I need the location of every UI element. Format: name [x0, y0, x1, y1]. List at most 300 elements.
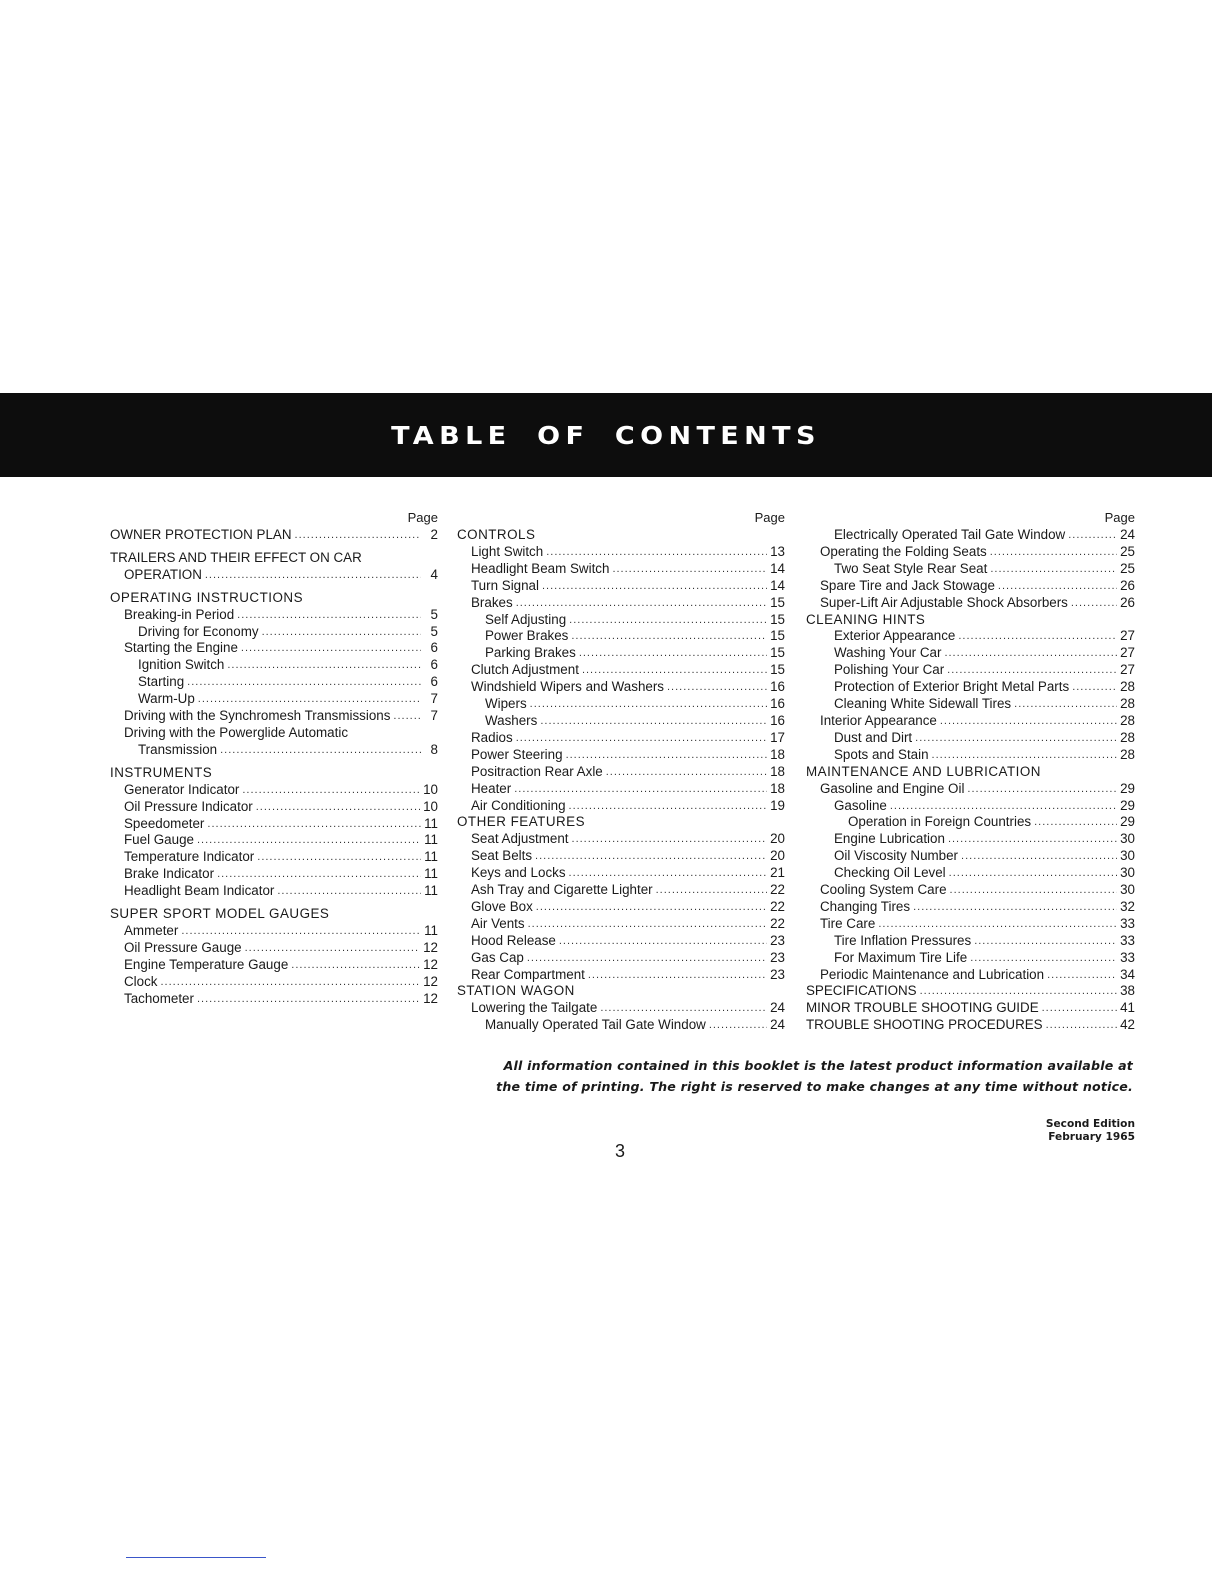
toc-entry-title: For Maximum Tire Life	[834, 949, 968, 965]
toc-entry-line	[124, 742, 438, 759]
toc-entry-title: Seat Adjustment	[471, 831, 569, 847]
toc-entry-title: Headlight Beam Switch	[471, 560, 610, 576]
toc-entry	[457, 1017, 785, 1034]
dot-leader	[569, 612, 767, 629]
toc-entry-title: Ammeter	[124, 922, 179, 938]
toc-entry-page: 24	[1120, 527, 1135, 542]
toc-entry-title: OPERATION	[124, 566, 202, 582]
toc-entry-page: 41	[1120, 1000, 1135, 1016]
dot-leader	[516, 730, 767, 747]
dot-leader	[932, 747, 1118, 764]
toc-entry-page: 14	[770, 560, 785, 576]
toc-entry	[457, 916, 785, 933]
toc-entry-page: 11	[424, 849, 438, 865]
toc-entry-title: Engine Temperature Gauge	[124, 956, 289, 972]
toc-entry-title: Manually Operated Tail Gate Window	[485, 1017, 706, 1033]
toc-entry-page: 4	[430, 566, 438, 582]
toc-entry-title: Lowering the Tailgate	[471, 1000, 598, 1016]
toc-entry-title: Transmission	[138, 741, 218, 757]
toc-entry	[806, 662, 1135, 679]
toc-column-1	[110, 508, 438, 1007]
toc-entry	[806, 561, 1135, 578]
toc-entry	[457, 696, 785, 713]
toc-entry-title: TRAILERS AND THEIR EFFECT ON CAR	[110, 549, 362, 565]
dot-leader	[948, 831, 1117, 848]
toc-entry-title: SPECIFICATIONS	[806, 983, 917, 999]
toc-entry-page: 27	[1120, 645, 1135, 661]
toc-entry-title: Glove Box	[471, 898, 533, 914]
toc-entry-title: Turn Signal	[471, 577, 539, 593]
dot-leader	[890, 798, 1117, 815]
toc-entry-title: Self Adjusting	[485, 611, 567, 627]
toc-entry-page: 12	[423, 939, 438, 955]
toc-entry-page: 22	[770, 882, 785, 898]
page-number: 3	[614, 1141, 625, 1161]
toc-entry	[806, 967, 1135, 984]
toc-column-2	[457, 508, 785, 1034]
dot-leader	[1014, 696, 1117, 713]
dot-leader	[527, 950, 767, 967]
toc-entry-title: Power Brakes	[485, 628, 569, 644]
toc-entry	[457, 882, 785, 899]
dot-leader	[566, 747, 768, 764]
toc-entry	[457, 899, 785, 916]
toc-entry	[110, 607, 438, 624]
toc-entry-page: 18	[770, 763, 785, 779]
toc-entry-page: 25	[1120, 543, 1135, 559]
toc-entry-page: 27	[1120, 662, 1135, 678]
dot-leader	[947, 662, 1117, 679]
dot-leader	[277, 883, 421, 900]
toc-entry	[110, 883, 438, 900]
dot-leader	[920, 983, 1117, 1000]
toc-entry	[806, 831, 1135, 848]
dot-leader	[198, 691, 421, 708]
dot-leader	[197, 832, 421, 849]
toc-entry-title: Seat Belts	[471, 848, 533, 864]
toc-entry	[806, 747, 1135, 764]
toc-entry-title: Dust and Dirt	[834, 729, 913, 745]
dot-leader	[569, 865, 768, 882]
toc-entry-title: Periodic Maintenance and Lubrication	[820, 966, 1045, 982]
page-column-header: Page	[407, 510, 438, 525]
toc-entry-title: Breaking-in Period	[124, 606, 235, 622]
dot-leader	[878, 916, 1117, 933]
dot-leader	[709, 1017, 767, 1034]
toc-entry-page: 24	[770, 1000, 785, 1016]
toc-entry-title: Brakes	[471, 594, 513, 610]
edition-info	[980, 1118, 1135, 1143]
toc-entry-page: 26	[1120, 594, 1135, 610]
toc-entry	[457, 764, 785, 781]
toc-entry-page: 34	[1120, 966, 1135, 982]
toc-entry-page: 30	[1120, 848, 1135, 864]
toc-entry-title: Fuel Gauge	[124, 832, 194, 848]
dot-leader	[949, 865, 1117, 882]
edition-date: February 1965	[1048, 1130, 1135, 1143]
toc-entry-title: Wipers	[485, 696, 527, 712]
page-title: TABLE OF CONTENTS	[391, 420, 821, 450]
dot-leader	[227, 657, 421, 674]
toc-section-heading: MAINTENANCE AND LUBRICATION	[806, 763, 1041, 779]
toc-entry	[110, 640, 438, 657]
toc-entry-title: Interior Appearance	[820, 712, 937, 728]
toc-entry-page: 42	[1120, 1017, 1135, 1033]
dot-leader	[220, 742, 421, 759]
toc-entry	[806, 696, 1135, 713]
dot-leader	[990, 544, 1117, 561]
toc-section-heading: SUPER SPORT MODEL GAUGES	[110, 906, 330, 922]
toc-entry	[806, 544, 1135, 561]
toc-entry-title: Polishing Your Car	[834, 662, 945, 678]
dot-leader	[961, 848, 1117, 865]
toc-entry	[110, 782, 438, 799]
toc-entry-page: 16	[770, 712, 785, 728]
toc-entry-title: Changing Tires	[820, 898, 911, 914]
dot-leader	[516, 595, 767, 612]
toc-entry-page: 5	[430, 606, 438, 622]
toc-entry-page: 38	[1120, 983, 1135, 999]
toc-entry	[110, 832, 438, 849]
toc-entry-page: 28	[1120, 696, 1135, 712]
toc-entry-page: 30	[1120, 831, 1135, 847]
toc-entry	[806, 679, 1135, 696]
toc-entry-title: Gasoline and Engine Oil	[820, 780, 965, 796]
toc-entry	[457, 578, 785, 595]
dot-leader	[572, 831, 768, 848]
toc-entry	[806, 781, 1135, 798]
toc-entry	[110, 957, 438, 974]
toc-entry-page: 20	[770, 848, 785, 864]
toc-entry-page: 19	[770, 797, 785, 813]
toc-entry-page: 28	[1120, 729, 1135, 745]
dot-leader	[1072, 679, 1117, 696]
toc-entry-page: 23	[770, 932, 785, 948]
dot-leader	[245, 940, 421, 957]
toc-entry	[457, 933, 785, 950]
toc-entry-title: Tire Inflation Pressures	[834, 932, 972, 948]
dot-leader	[197, 991, 420, 1008]
dot-leader	[242, 782, 420, 799]
toc-entry-title: Driving with the Synchromesh Transmissions	[124, 708, 391, 724]
toc-entry-title: Operation in Foreign Countries	[848, 814, 1032, 830]
toc-entry	[806, 950, 1135, 967]
dot-leader	[262, 624, 421, 641]
page-column-header: Page	[1104, 510, 1135, 525]
toc-entry	[457, 662, 785, 679]
toc-entry-page: 11	[424, 922, 438, 938]
toc-entry	[457, 595, 785, 612]
toc-entry-title: Windshield Wipers and Washers	[471, 679, 664, 695]
dot-leader	[1034, 814, 1117, 831]
toc-entry-page: 10	[423, 781, 438, 797]
dot-leader	[915, 730, 1117, 747]
toc-entry-page: 29	[1120, 780, 1135, 796]
toc-entry-page: 17	[770, 729, 785, 745]
disclaimer-note	[430, 1056, 1133, 1097]
toc-entry-page: 15	[770, 628, 785, 644]
dot-leader	[667, 679, 767, 696]
toc-entry-page: 16	[770, 696, 785, 712]
dot-leader	[600, 1000, 767, 1017]
toc-entry-page: 28	[1120, 679, 1135, 695]
toc-entry-title: Cooling System Care	[820, 882, 947, 898]
toc-entry-title: Keys and Locks	[471, 865, 566, 881]
toc-entry	[806, 713, 1135, 730]
toc-entry-title: Oil Pressure Indicator	[124, 798, 253, 814]
toc-entry-page: 12	[423, 990, 438, 1006]
toc-entry-page: 5	[430, 623, 438, 639]
toc-entry-title: Protection of Exterior Bright Metal Parts	[834, 679, 1070, 695]
dot-leader	[256, 799, 420, 816]
toc-entry	[806, 1017, 1135, 1034]
toc-entry-title: MINOR TROUBLE SHOOTING GUIDE	[806, 1000, 1039, 1016]
dot-leader	[940, 713, 1117, 730]
toc-entry-title: Power Steering	[471, 746, 563, 762]
toc-entry-page: 22	[770, 915, 785, 931]
dot-leader	[535, 848, 767, 865]
toc-entry	[806, 865, 1135, 882]
dot-leader	[1071, 595, 1117, 612]
toc-entry-title: Heater	[471, 780, 512, 796]
toc-entry-page: 33	[1120, 949, 1135, 965]
toc-entry	[806, 578, 1135, 595]
toc-entry-title: Driving with the Powerglide Automatic	[124, 724, 349, 740]
toc-entry-title: Ash Tray and Cigarette Lighter	[471, 882, 653, 898]
toc-entry	[806, 595, 1135, 612]
toc-entry-page: 23	[770, 949, 785, 965]
toc-entry	[110, 674, 438, 691]
toc-entry	[110, 849, 438, 866]
toc-entry-page: 10	[423, 798, 438, 814]
toc-entry	[110, 866, 438, 883]
toc-entry-page: 26	[1120, 577, 1135, 593]
toc-entry-page: 12	[423, 956, 438, 972]
toc-section-heading: CLEANING HINTS	[806, 611, 926, 627]
toc-entry-page: 7	[430, 691, 438, 707]
title-banner	[0, 393, 1212, 477]
toc-entry-page: 29	[1120, 814, 1135, 830]
toc-entry-page: 18	[770, 780, 785, 796]
toc-entry-page: 11	[424, 832, 438, 848]
dot-leader	[536, 899, 767, 916]
toc-entry-title: Spare Tire and Jack Stowage	[820, 577, 995, 593]
toc-entry-page: 30	[1120, 865, 1135, 881]
toc-entry-page: 27	[1120, 628, 1135, 644]
toc-entry-title: Warm-Up	[138, 691, 195, 707]
toc-entry-page: 6	[430, 640, 438, 656]
toc-entry	[457, 967, 785, 984]
toc-entry-title: Rear Compartment	[471, 966, 585, 982]
dot-leader	[160, 974, 420, 991]
toc-entry-title: Operating the Folding Seats	[820, 543, 987, 559]
toc-entry-title: Headlight Beam Indicator	[124, 883, 275, 899]
dot-leader	[181, 923, 421, 940]
dot-leader	[970, 950, 1117, 967]
dot-leader	[514, 781, 767, 798]
dot-leader	[958, 628, 1117, 645]
toc-entry	[457, 679, 785, 696]
toc-entry-page: 15	[770, 645, 785, 661]
toc-entry-title: Gasoline	[834, 797, 887, 813]
toc-entry	[457, 612, 785, 629]
toc-entry-title: Temperature Indicator	[124, 849, 255, 865]
dot-leader	[612, 561, 767, 578]
toc-entry-title: Generator Indicator	[124, 781, 240, 797]
toc-entry-title: Ignition Switch	[138, 657, 225, 673]
dot-leader	[528, 916, 768, 933]
toc-entry-title: Starting the Engine	[124, 640, 238, 656]
toc-entry-title: Brake Indicator	[124, 866, 215, 882]
toc-entry-page: 20	[770, 831, 785, 847]
dot-leader	[974, 933, 1117, 950]
toc-entry-page: 15	[770, 611, 785, 627]
toc-section-heading: CONTROLS	[457, 527, 536, 542]
toc-entry-page: 25	[1120, 560, 1135, 576]
dot-leader	[241, 640, 421, 657]
toc-entry-page: 22	[770, 898, 785, 914]
toc-entry-title: Tire Care	[820, 915, 876, 931]
toc-entry	[110, 708, 438, 725]
dot-leader	[207, 816, 421, 833]
toc-entry-page: 11	[424, 866, 438, 882]
toc-entry	[457, 1000, 785, 1017]
toc-entry-title: Exterior Appearance	[834, 628, 956, 644]
dot-leader	[540, 713, 767, 730]
toc-entry-title: Clock	[124, 973, 158, 989]
toc-entry	[110, 624, 438, 641]
dot-leader	[588, 967, 767, 984]
toc-entry-title: Driving for Economy	[138, 623, 259, 639]
dot-leader	[944, 645, 1117, 662]
toc-entry	[457, 544, 785, 561]
toc-entry-title: OWNER PROTECTION PLAN	[110, 527, 292, 542]
dot-leader	[257, 849, 421, 866]
toc-entry-page: 23	[770, 966, 785, 982]
dot-leader	[291, 957, 420, 974]
toc-entry-title: Air Conditioning	[471, 797, 566, 813]
toc-entry	[457, 730, 785, 747]
toc-entry-title: Washers	[485, 712, 538, 728]
toc-entry	[110, 974, 438, 991]
toc-entry-page: 33	[1120, 932, 1135, 948]
dot-leader	[990, 561, 1117, 578]
toc-entry-title: Washing Your Car	[834, 645, 942, 661]
toc-entry-title: Starting	[138, 674, 185, 690]
toc-entry	[806, 814, 1135, 831]
toc-entry	[110, 725, 438, 759]
dot-leader	[187, 674, 421, 691]
toc-entry-title: Oil Viscosity Number	[834, 848, 959, 864]
toc-column-3	[806, 508, 1135, 1034]
toc-entry	[110, 691, 438, 708]
toc-entry	[110, 527, 438, 544]
dot-leader	[998, 578, 1117, 595]
toc-entry	[806, 933, 1135, 950]
toc-entry	[806, 983, 1135, 1000]
dot-leader	[582, 662, 767, 679]
toc-entry-line	[110, 567, 438, 584]
toc-entry	[806, 899, 1135, 916]
toc-entry-page: 14	[770, 577, 785, 593]
toc-entry-title: Air Vents	[471, 915, 525, 931]
dot-leader	[579, 645, 767, 662]
toc-entry-page: 11	[424, 815, 438, 831]
dot-leader	[237, 607, 421, 624]
toc-entry	[110, 940, 438, 957]
toc-section-heading: OTHER FEATURES	[457, 814, 586, 830]
toc-entry	[110, 991, 438, 1008]
page-column-header: Page	[754, 510, 785, 525]
toc-entry-title: Spots and Stain	[834, 746, 929, 762]
dot-leader	[913, 899, 1117, 916]
toc-entry	[806, 527, 1135, 544]
toc-entry	[457, 628, 785, 645]
dot-leader	[530, 696, 767, 713]
toc-entry-title: Oil Pressure Gauge	[124, 939, 242, 955]
toc-entry-title: Positraction Rear Axle	[471, 763, 603, 779]
dot-leader	[950, 882, 1118, 899]
dot-leader	[205, 567, 421, 584]
toc-entry	[806, 1000, 1135, 1017]
toc-entry-page: 7	[430, 708, 438, 724]
toc-entry-page: 12	[423, 973, 438, 989]
toc-entry-page: 28	[1120, 746, 1135, 762]
toc-entry-title: Cleaning White Sidewall Tires	[834, 696, 1012, 712]
toc-entry-title: Super-Lift Air Adjustable Shock Absorbers	[820, 594, 1068, 610]
toc-entry	[457, 713, 785, 730]
dot-leader	[393, 708, 421, 725]
dot-leader	[217, 866, 421, 883]
toc-entry	[110, 657, 438, 674]
toc-entry-page: 8	[430, 741, 438, 757]
toc-entry-title: Tachometer	[124, 990, 194, 1006]
toc-entry-page: 24	[770, 1017, 785, 1033]
dot-leader	[1042, 1000, 1117, 1017]
toc-entry-title: Speedometer	[124, 815, 205, 831]
dot-leader	[1047, 967, 1117, 984]
toc-entry-title: Light Switch	[471, 543, 544, 559]
toc-entry-page: 11	[424, 883, 438, 899]
toc-entry	[806, 628, 1135, 645]
toc-entry	[457, 865, 785, 882]
toc-entry-page: 13	[770, 543, 785, 559]
dot-leader	[569, 798, 768, 815]
toc-entry	[806, 645, 1135, 662]
toc-entry-title: Clutch Adjustment	[471, 662, 579, 678]
toc-section-heading: STATION WAGON	[457, 983, 575, 999]
toc-entry	[806, 848, 1135, 865]
dot-leader	[559, 933, 767, 950]
toc-entry	[457, 798, 785, 815]
toc-entry	[110, 923, 438, 940]
toc-entry-page: 28	[1120, 712, 1135, 728]
toc-entry	[457, 747, 785, 764]
toc-entry	[457, 831, 785, 848]
toc-entry-page: 33	[1120, 915, 1135, 931]
dot-leader	[571, 628, 767, 645]
dot-leader	[656, 882, 767, 899]
dot-leader	[542, 578, 767, 595]
dot-leader	[967, 781, 1117, 798]
toc-entry-page: 6	[430, 674, 438, 690]
toc-entry	[457, 848, 785, 865]
toc-entry	[110, 799, 438, 816]
toc-section-heading: OPERATING INSTRUCTIONS	[110, 589, 304, 605]
toc-entry-page: 18	[770, 746, 785, 762]
toc-entry-page: 29	[1120, 797, 1135, 813]
dot-leader	[606, 764, 767, 781]
